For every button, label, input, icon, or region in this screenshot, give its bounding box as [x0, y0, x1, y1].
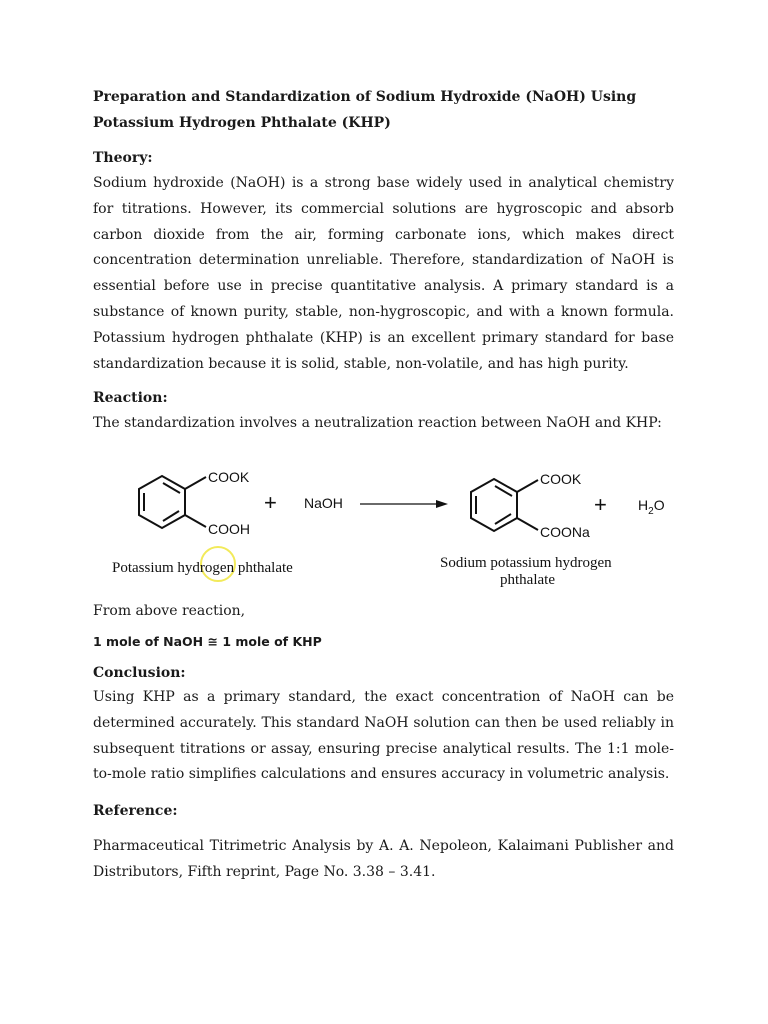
product-group-bottom: COONa [540, 524, 590, 540]
product-benzene-ring [471, 479, 538, 531]
product-group-top: COOK [540, 471, 582, 487]
conclusion-heading: Conclusion: [93, 665, 186, 681]
reaction-diagram [100, 455, 680, 595]
reactant-group-top: COOK [208, 469, 250, 485]
water-product: $H_2O$ [638, 497, 665, 517]
product-caption-line2: phthalate [500, 572, 555, 588]
reactant-benzene-ring [139, 476, 206, 528]
theory-paragraph: Sodium hydroxide (NaOH) is a strong base widely used in analytical chemistry for titrations. However, its commercial solutions are hygroscopic and absorb carbon dioxide from the air, forming carbonate ions, which makes direct concentration determination unreliable. Therefore, standardization of NaOH is essential before use in precise quantitative analysis. A primary standard is a substance of known purity, stable, non-hygroscopic, and with a known formula. Potassium hydrogen phthalate (KHP) is an excellent primary standard for base standardization because it is solid, stable, non-volatile, and has high purity. [93, 175, 674, 372]
reaction-heading: Reaction: [93, 390, 168, 406]
reference-paragraph: Pharmaceutical Titrimetric Analysis by A. A. Nepoleon, Kalaimani Publisher and Distributors, Fifth reprint, Page No. 3.38 – 3.41. [93, 838, 674, 880]
conclusion-paragraph: Using KHP as a primary standard, the exact concentration of NaOH can be determined accurately. This standard NaOH solution can then be used reliably in subsequent titrations or assay, ensuring precise analytical results. The 1:1 mole-to-mole ratio simplifies calculations and ensures accuracy in volumetric analysis. [93, 689, 674, 783]
reference-heading: Reference: [93, 803, 178, 819]
plus-sign-2: + [594, 492, 607, 517]
reaction-intro: The standardization involves a neutralization reaction between NaOH and KHP: [93, 415, 662, 431]
theory-heading: Theory: [93, 150, 153, 166]
reactant-caption: Potassium hydrogen phthalate [112, 560, 293, 576]
reaction-arrow [360, 500, 448, 508]
plus-sign-1: + [264, 490, 277, 515]
reactant-group-bottom: COOH [208, 521, 250, 537]
mole-ratio-statement: 1 mole of NaOH ≅ 1 mole of KHP [93, 634, 322, 649]
document-title: Preparation and Standardization of Sodium Hydroxide (NaOH) Using Potassium Hydrogen Phthalate (KHP) [93, 89, 637, 131]
product-caption-line1: Sodium potassium hydrogen [440, 555, 612, 571]
from-above-text: From above reaction, [93, 603, 246, 619]
reagent-naoh: NaOH [304, 495, 343, 511]
